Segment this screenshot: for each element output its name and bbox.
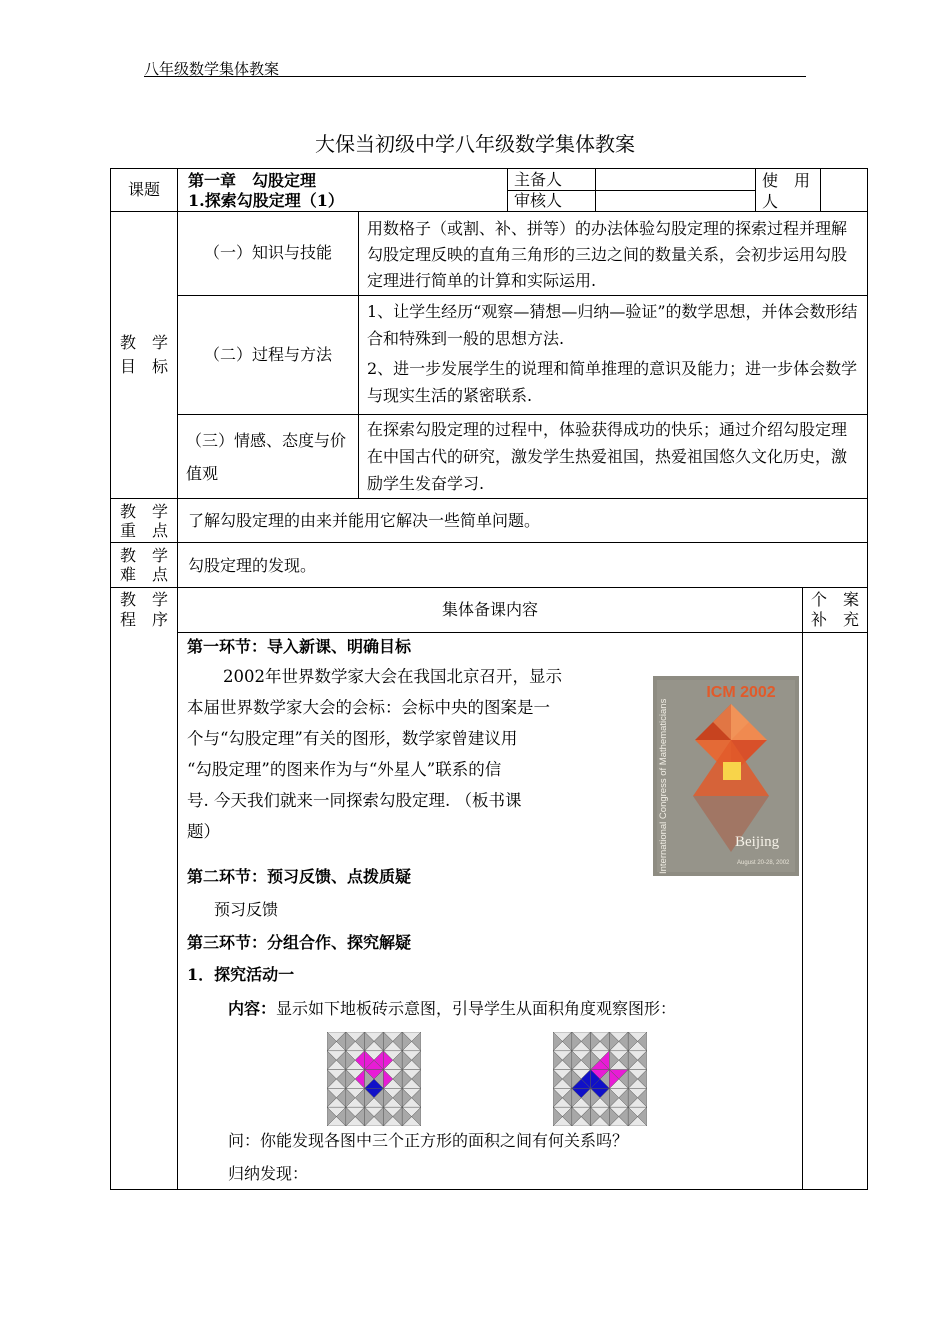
goal3-text: 在探索勾股定理的过程中，体验获得成功的快乐；通过介绍勾股定理在中国古代的研究，激发学生热爱祖国，热爱祖国悠久文化历史，激励学生发奋学习. bbox=[367, 420, 848, 493]
difficulty-text-cell bbox=[177, 542, 868, 588]
difficulty-text: 勾股定理的发现。 bbox=[188, 556, 317, 575]
step1-line: 本届世界数学家大会的会标：会标中央的图案是一 bbox=[187, 698, 550, 717]
key-text-cell bbox=[177, 498, 868, 543]
goal2-text-2: 2、进一步发展学生的说理和简单推理的意识及能力；进一步体会数学与现实生活的紧密联系. bbox=[367, 359, 858, 405]
question-text: 问：你能发现各图中三个正方形的面积之间有何关系吗？ bbox=[228, 1131, 629, 1150]
goal1-label-cell bbox=[177, 211, 359, 296]
tile-figure-b bbox=[553, 1032, 647, 1126]
user-label-cell bbox=[755, 168, 827, 212]
step1-title: 第一环节：导入新课、明确目标 bbox=[187, 637, 412, 656]
supplement-body-cell bbox=[802, 632, 868, 1190]
key-label: 教 学 重 点 bbox=[119, 501, 185, 540]
step3-title: 第三环节：分组合作、探究解疑 bbox=[187, 933, 412, 952]
user-label: 使 用 人 bbox=[762, 171, 827, 211]
reviewer-value-cell bbox=[595, 190, 756, 212]
tile-figure-a bbox=[327, 1032, 421, 1126]
logo-date: August 20-28, 2002 bbox=[737, 860, 790, 866]
document-title: 大保当初级中学八年级数学集体教案 bbox=[315, 132, 635, 156]
step2-title: 第二环节：预习反馈、点拨质疑 bbox=[187, 867, 412, 886]
preparer-value-cell bbox=[595, 168, 756, 191]
key-label-cell bbox=[110, 498, 185, 543]
procedure-label: 教 学 程 序 bbox=[119, 590, 185, 629]
goal1-label: （一）知识与技能 bbox=[203, 243, 332, 263]
supplement-label: 个 案 补 充 bbox=[810, 590, 876, 629]
content-label: 内容： bbox=[228, 999, 277, 1018]
step1-line: 个与“勾股定理”有关的图形，数学家曾建议用 bbox=[187, 729, 518, 748]
activity-title: 1．探究活动一 bbox=[187, 965, 295, 984]
step1-line: “勾股定理”的图来作为与“外星人”联系的信 bbox=[187, 760, 502, 779]
content-text: 显示如下地板砖示意图，引导学生从面积角度观察图形： bbox=[276, 999, 677, 1018]
topic-label-cell bbox=[110, 168, 178, 212]
reviewer-label: 审核人 bbox=[514, 191, 563, 210]
goal2-label: （二）过程与方法 bbox=[203, 344, 332, 364]
preparer-label-cell bbox=[507, 168, 596, 191]
chapter-title: 第一章 勾股定理 bbox=[188, 171, 317, 190]
goals-label-cell bbox=[110, 211, 185, 499]
section-title: 1.探索勾股定理（1） bbox=[188, 191, 344, 210]
step2-text: 预习反馈 bbox=[214, 900, 279, 919]
content-header-cell bbox=[177, 587, 803, 633]
logo-city: Beijing bbox=[735, 834, 780, 850]
induction-text: 归纳发现： bbox=[228, 1164, 309, 1183]
goal1-text: 用数格子（或割、补、拼等）的办法体验勾股定理的探索过程并理解勾股定理反映的直角三角形的三边之间的数量关系，会初步运用勾股定理进行简单的计算和实际运用. bbox=[367, 219, 848, 290]
goal3-label-cell bbox=[177, 414, 359, 499]
goal2-label-cell bbox=[177, 295, 359, 415]
page-header: 八年级数学集体教案 bbox=[144, 60, 280, 78]
key-text: 了解勾股定理的由来并能用它解决一些简单问题。 bbox=[188, 511, 541, 530]
goal2-text-1: 1、让学生经历“观察—猜想—归纳—验证”的数学思想，并体会数形结合和特殊到一般的思想方法. bbox=[367, 302, 858, 348]
step1-line: 题） bbox=[187, 822, 220, 841]
difficulty-label-cell bbox=[110, 542, 185, 588]
goal3-label: （三）情感、态度与价值观 bbox=[186, 431, 347, 483]
difficulty-label: 教 学 难 点 bbox=[119, 546, 185, 584]
supplement-label-cell bbox=[802, 587, 876, 633]
step1-line: 2002年世界数学家大会在我国北京召开，显示 bbox=[223, 667, 562, 686]
goal2-text-cell bbox=[358, 295, 868, 415]
logo-top-text: ICM 2002 bbox=[706, 684, 776, 701]
icm-2002-logo bbox=[653, 676, 799, 876]
logo-side-text: International Congress of Mathematicians bbox=[658, 698, 669, 874]
reviewer-label-cell bbox=[507, 190, 596, 212]
topic-cell bbox=[177, 168, 508, 212]
preparer-label: 主备人 bbox=[514, 170, 563, 189]
step1-paragraph bbox=[187, 661, 627, 847]
goal3-text-cell bbox=[358, 414, 868, 499]
goals-label: 教 学 目 标 bbox=[119, 333, 185, 376]
content-header: 集体备课内容 bbox=[441, 599, 538, 619]
goal1-text-cell bbox=[358, 211, 868, 296]
procedure-label-cell bbox=[110, 587, 185, 1190]
content-line bbox=[228, 996, 676, 1019]
header-rule bbox=[144, 76, 806, 77]
user-value-cell bbox=[820, 168, 868, 212]
step1-line: 号. 今天我们就来一同探索勾股定理. （板书课 bbox=[187, 791, 522, 810]
topic-label: 课题 bbox=[127, 179, 160, 199]
